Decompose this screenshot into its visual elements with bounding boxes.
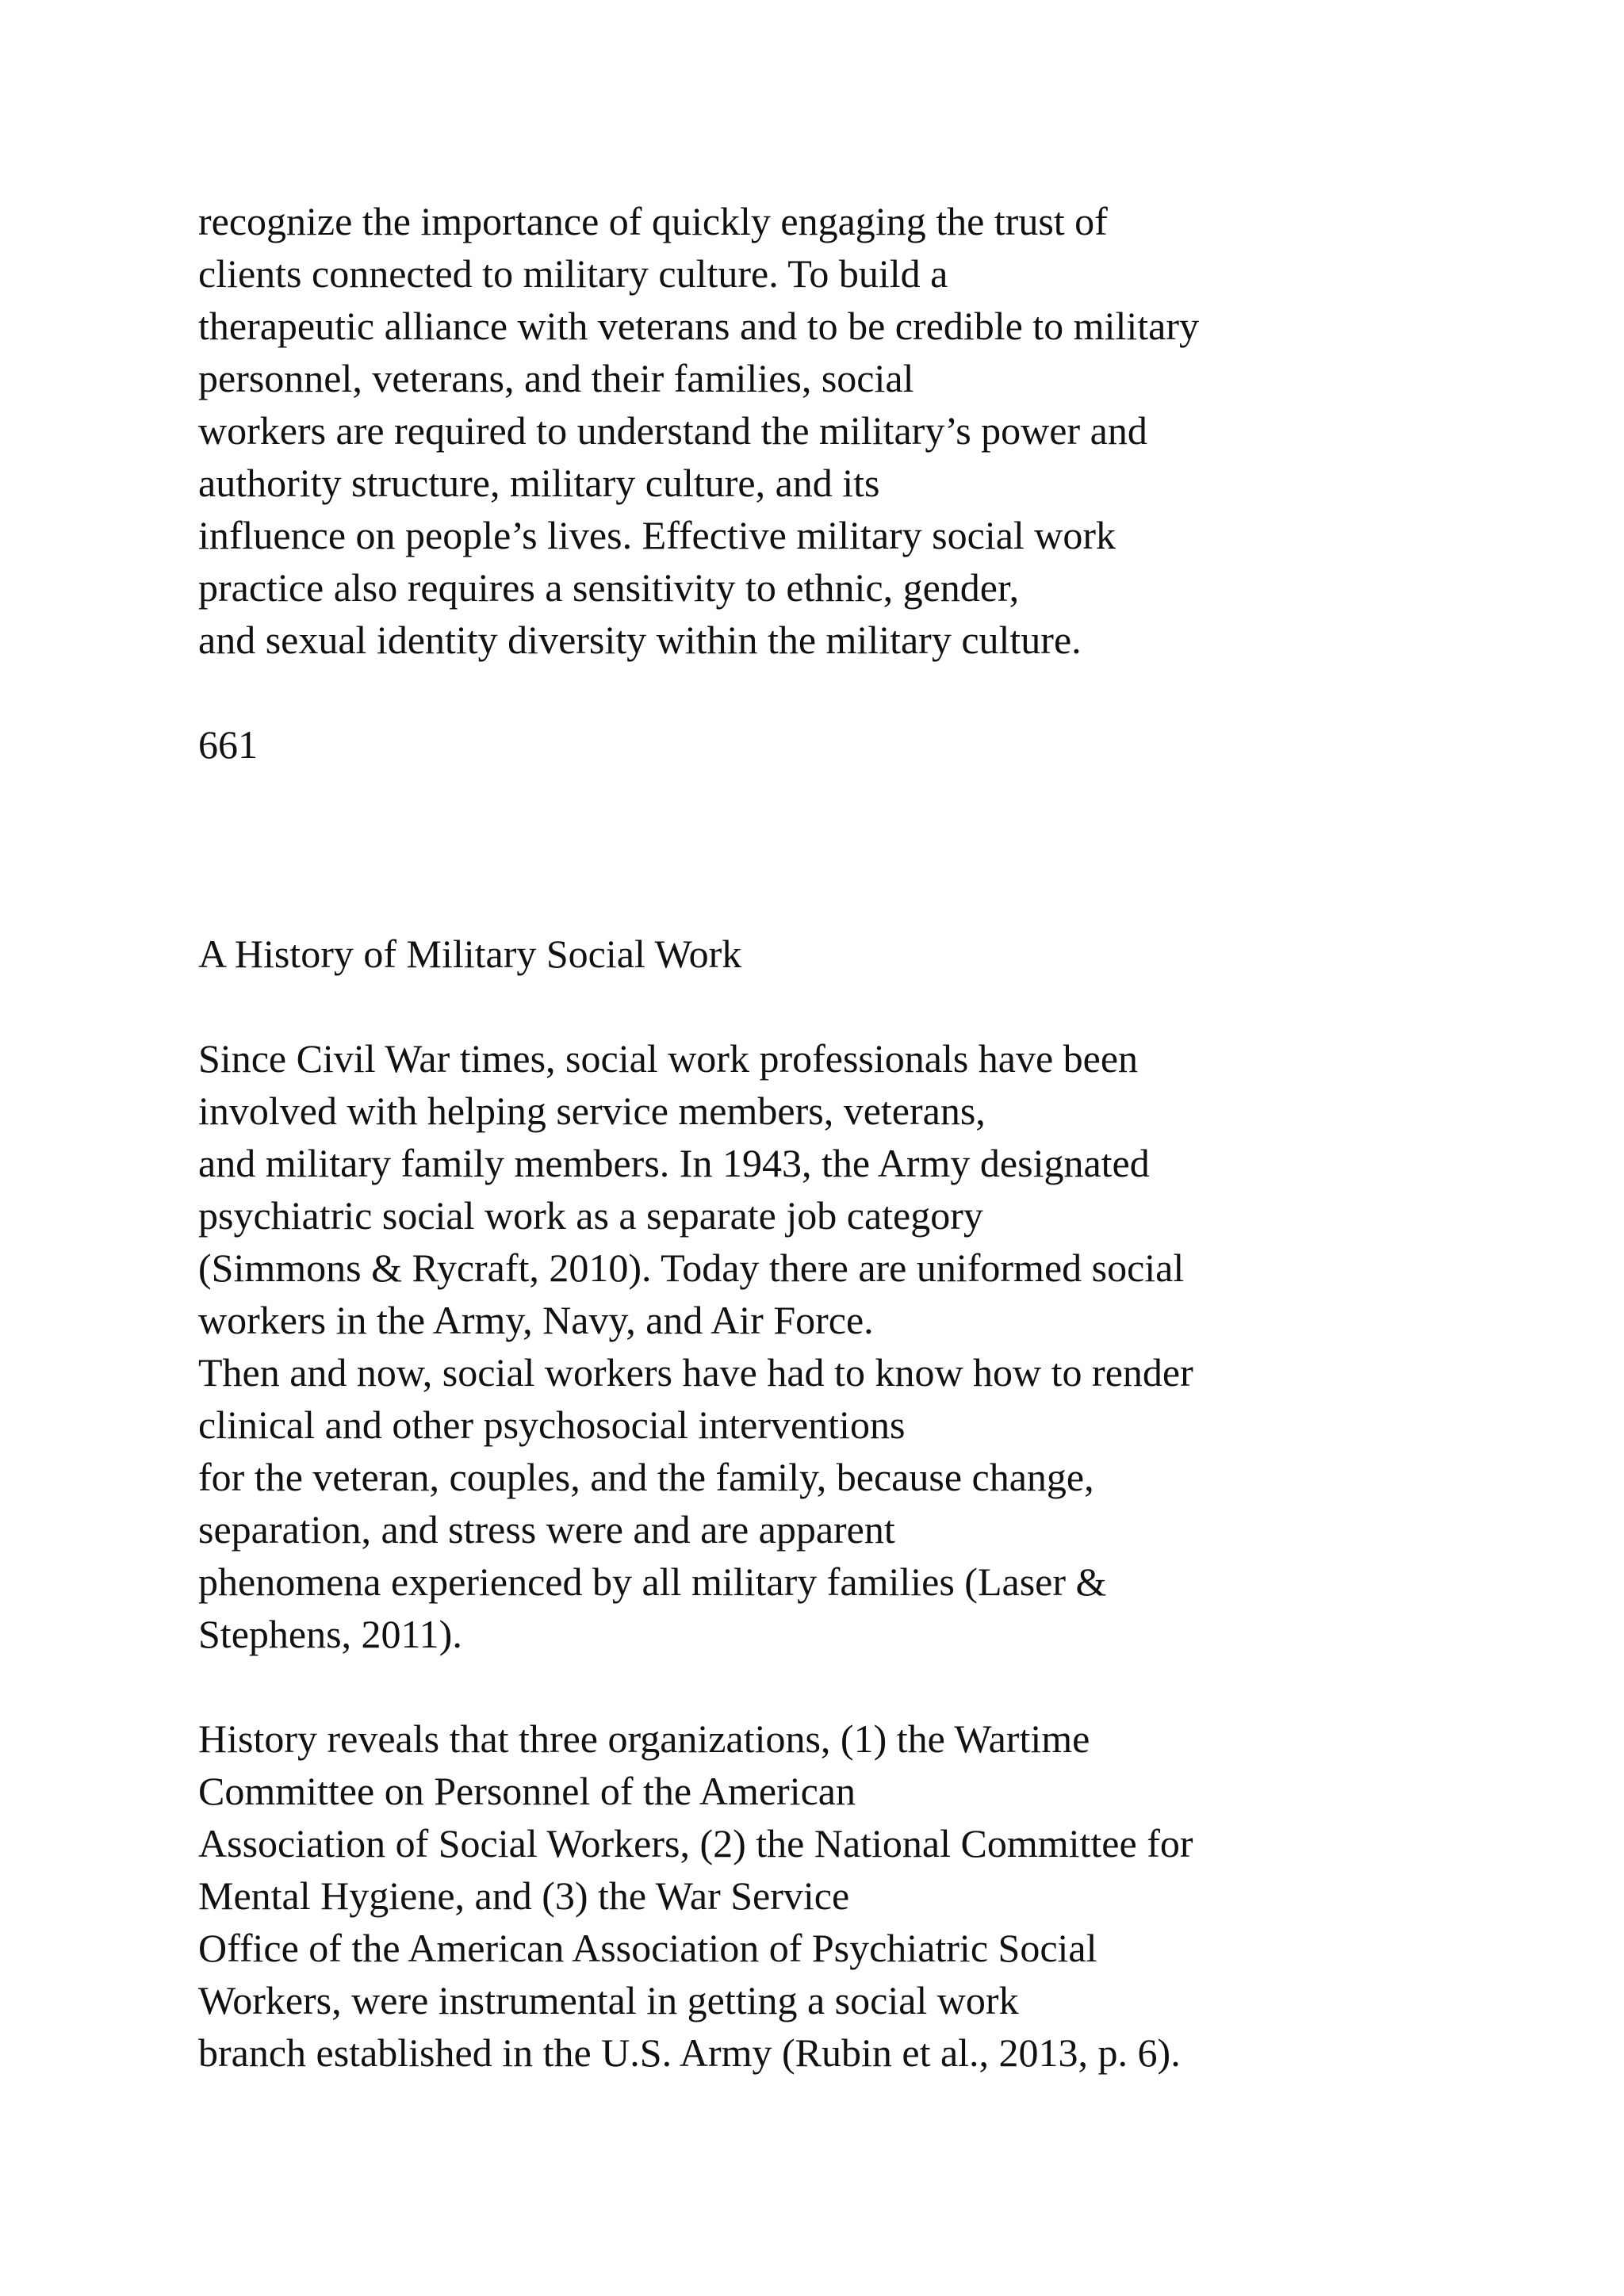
text-line: involved with helping service members, veterans, xyxy=(198,1089,986,1133)
text-line: separation, and stress were and are apparent xyxy=(198,1507,895,1552)
text-line: branch established in the U.S. Army (Rubin et al., 2013, p. 6). xyxy=(198,2030,1181,2075)
section-heading xyxy=(198,928,741,980)
text-line: practice also requires a sensitivity to ethnic, gender, xyxy=(198,565,1020,610)
text-line: therapeutic alliance with veterans and to be credible to military xyxy=(198,304,1199,348)
text-line: recognize the importance of quickly engaging the trust of xyxy=(198,199,1108,243)
text-line: and sexual identity diversity within the military culture. xyxy=(198,618,1082,662)
text-line: Office of the American Association of Psychiatric Social xyxy=(198,1926,1097,1970)
text-line: influence on people’s lives. Effective military social work xyxy=(198,513,1116,557)
text-line: phenomena experienced by all military families (Laser & xyxy=(198,1559,1107,1604)
text-line: (Simmons & Rycraft, 2010). Today there are uniformed social xyxy=(198,1246,1185,1290)
text-line: workers in the Army, Navy, and Air Force. xyxy=(198,1298,874,1342)
text-line: workers are required to understand the military’s power and xyxy=(198,408,1147,453)
page-number xyxy=(198,718,258,771)
text-line: Then and now, social workers have had to know how to render xyxy=(198,1350,1193,1395)
text-line: Mental Hygiene, and (3) the War Service xyxy=(198,1873,850,1918)
text-line: Workers, were instrumental in getting a social work xyxy=(198,1978,1019,2022)
page-number-text: 661 xyxy=(198,722,258,767)
text-line: Stephens, 2011). xyxy=(198,1612,462,1656)
paragraph-military-culture xyxy=(198,195,1199,666)
text-line: and military family members. In 1943, the Army designated xyxy=(198,1141,1150,1185)
text-line: authority structure, military culture, and its xyxy=(198,461,880,505)
text-line: psychiatric social work as a separate job category xyxy=(198,1193,983,1238)
text-line: for the veteran, couples, and the family, because change, xyxy=(198,1455,1094,1499)
text-line: Committee on Personnel of the American xyxy=(198,1769,856,1813)
text-line: History reveals that three organizations, (1) the Wartime xyxy=(198,1716,1090,1761)
text-line: clinical and other psychosocial interventions xyxy=(198,1402,906,1447)
text-line: personnel, veterans, and their families, social xyxy=(198,356,914,400)
text-line: Association of Social Workers, (2) the National Committee for xyxy=(198,1821,1193,1866)
paragraph-organizations xyxy=(198,1712,1193,2079)
section-heading-text: A History of Military Social Work xyxy=(198,932,742,976)
text-line: clients connected to military culture. To build a xyxy=(198,251,948,296)
paragraph-history-social-work xyxy=(198,1032,1193,1660)
text-line: Since Civil War times, social work professionals have been xyxy=(198,1036,1139,1081)
